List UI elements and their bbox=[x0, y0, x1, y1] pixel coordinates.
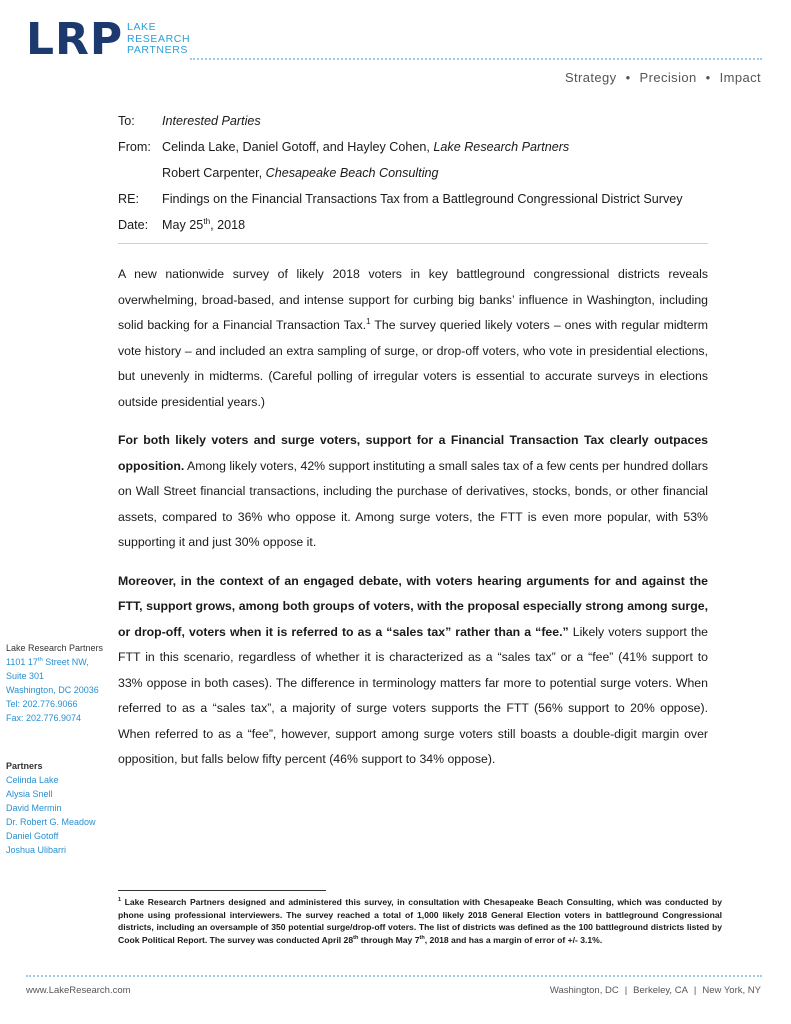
logo-line: PARTNERS bbox=[127, 44, 189, 56]
paragraph-text: Among likely voters, 42% support instituting a small sales tax of a few cents per hundred dollars on Wall Street financial transactions, including the purchase of derivatives, stocks, bonds, or other financial assets, compared to 36% who oppose it. Among surge voters, the FTT is even more popular, with 53% supporting it and just 30% oppose it. bbox=[118, 458, 708, 549]
logo-line: RESEARCH bbox=[127, 32, 191, 45]
bullet-separator: • bbox=[625, 70, 631, 85]
paragraph-lead: Moreover, in the context of an engaged debate, with voters hearing arguments for and against the FTT, support grows, among both groups of voters, with the proposal especially strong among surge, or drop-off, voters when it is referred to as a “sales tax” rather than a “fee.” bbox=[118, 573, 708, 639]
bullet-separator: • bbox=[705, 70, 711, 85]
body-paragraph bbox=[118, 428, 708, 556]
memo-body bbox=[118, 262, 708, 786]
partner-name: David Mermin bbox=[6, 803, 62, 813]
sidebar-address bbox=[6, 655, 114, 669]
logo-line: LAKE bbox=[127, 21, 157, 33]
partner-name: Celinda Lake bbox=[6, 775, 59, 785]
pipe-separator: | bbox=[624, 985, 628, 996]
office-location: Washington, DC bbox=[549, 985, 619, 996]
from-org: Lake Research Partners bbox=[433, 140, 570, 154]
office-location: New York, NY bbox=[702, 985, 761, 996]
memo-from-value-2 bbox=[162, 166, 738, 180]
body-paragraph bbox=[118, 569, 708, 773]
partner-name: Daniel Gotoff bbox=[6, 831, 59, 841]
footer-website-link[interactable]: www.LakeResearch.com bbox=[26, 985, 131, 996]
office-location: Berkeley, CA bbox=[633, 985, 688, 996]
memo-label: To: bbox=[118, 114, 135, 128]
header-dotted-divider bbox=[190, 58, 762, 60]
sidebar-address: Suite 301 bbox=[6, 671, 45, 681]
paragraph-text: A new nationwide survey of likely 2018 voters in key battleground congressional districts reveals overwhelming, broad-based, and intense support for curbing big banks’ influence in Washington, including solid backing for a Financial Transaction Tax. bbox=[118, 267, 708, 332]
memo-header bbox=[118, 108, 738, 238]
paragraph-text: The survey queried likely voters – ones with regular midterm vote history – and included an extra sampling of surge, or drop-off voters, who vote in presidential elections, but unevenly in midterms. (Careful polling of irregular voters is essential to accurate surveys in elections outside presidential years.) bbox=[118, 318, 708, 409]
paragraph-text: Likely voters support the FTT in this scenario, regardless of whether it is characterized as a “sales tax” or a “fee” (41% support to 33% oppose in both cases). The difference in terminology matters far more to potential surge voters. When referred to as a “sales tax”, a majority of surge voters supports the FTT (56% support to 20% oppose). When referred to as a “fee”, however, support among surge voters still boasts a double-digit margin over opposition, but falls below fifty percent (46% support to 34% oppose). bbox=[118, 624, 708, 766]
date-text: May 25 bbox=[162, 218, 204, 232]
tagline bbox=[565, 70, 761, 85]
sidebar-tel: Tel: 202.776.9066 bbox=[6, 699, 78, 709]
memo-label: RE: bbox=[118, 192, 139, 206]
sidebar-org: Lake Research Partners bbox=[6, 643, 104, 653]
sidebar-address: Washington, DC 20036 bbox=[6, 685, 99, 695]
sidebar-partners-heading: Partners bbox=[6, 761, 43, 771]
tagline-item: Impact bbox=[719, 70, 761, 85]
from-names: Celinda Lake, Daniel Gotoff, and Hayley Cohen, bbox=[162, 140, 434, 154]
footnote-sup: th bbox=[353, 934, 359, 941]
sidebar-fax: Fax: 202.776.9074 bbox=[6, 713, 82, 723]
footer-offices bbox=[550, 985, 761, 996]
address-text: 1101 17 bbox=[6, 657, 38, 667]
partner-name: Joshua Ulibarri bbox=[6, 845, 67, 855]
memo-from-row bbox=[118, 134, 738, 160]
memo-label: Date: bbox=[118, 218, 149, 232]
sidebar-contact bbox=[6, 641, 114, 857]
footnote-text: through May 7 bbox=[358, 934, 420, 945]
footer-dotted-divider bbox=[26, 975, 762, 977]
footnote-divider bbox=[118, 890, 326, 891]
partner-name: Alysia Snell bbox=[6, 789, 53, 799]
memo-to-value: Interested Parties bbox=[162, 114, 261, 128]
date-sup: th bbox=[203, 216, 211, 226]
footnote-text: Lake Research Partners designed and administered this survey, in consultation with Chesapeake Beach Consulting, which was conducted by phone using professional interviewers. The survey reached a total of 1,000 likely 2018 General Election voters in battleground Congressional districts, including an oversample of 350 potential surge/drop-off voters. The list of districts was defined as the 100 battleground districts listed by Cook Political Report. The survey was conducted April 28 bbox=[118, 897, 722, 945]
memo-label: From: bbox=[118, 140, 151, 154]
footnote-ref[interactable]: 1 bbox=[366, 316, 371, 326]
from-org: Chesapeake Beach Consulting bbox=[265, 166, 439, 180]
memo-re-row bbox=[118, 186, 738, 212]
date-text: , 2018 bbox=[210, 218, 246, 232]
tagline-item: Strategy bbox=[564, 70, 617, 85]
paragraph-lead: For both likely voters and surge voters, support for a Financial Transaction Tax clearly outpaces opposition. bbox=[118, 433, 708, 473]
memo-to-row bbox=[118, 108, 738, 134]
address-text: Street NW, bbox=[42, 657, 89, 667]
memo-re-value: Findings on the Financial Transactions Tax from a Battleground Congressional District Survey bbox=[162, 192, 683, 206]
footnote-text: , 2018 and has a margin of error of +/- 3.1%. bbox=[424, 934, 603, 945]
memo-date-row bbox=[118, 212, 738, 238]
logo-mark: LRP bbox=[26, 14, 124, 65]
tagline-item: Precision bbox=[639, 70, 697, 85]
pipe-separator: | bbox=[693, 985, 697, 996]
body-paragraph bbox=[118, 262, 708, 415]
memo-divider bbox=[118, 243, 708, 244]
logo-wordmark bbox=[127, 22, 190, 57]
memo-from-value bbox=[162, 140, 738, 154]
memo-date-value bbox=[162, 218, 738, 232]
footnote-sup: th bbox=[419, 934, 425, 941]
partner-name: Dr. Robert G. Meadow bbox=[6, 817, 96, 827]
from-names: Robert Carpenter, bbox=[162, 166, 266, 180]
memo-from-row-2 bbox=[118, 160, 738, 186]
address-sup: th bbox=[37, 657, 43, 663]
footnote-number: 1 bbox=[118, 897, 122, 904]
footnote bbox=[118, 896, 722, 946]
